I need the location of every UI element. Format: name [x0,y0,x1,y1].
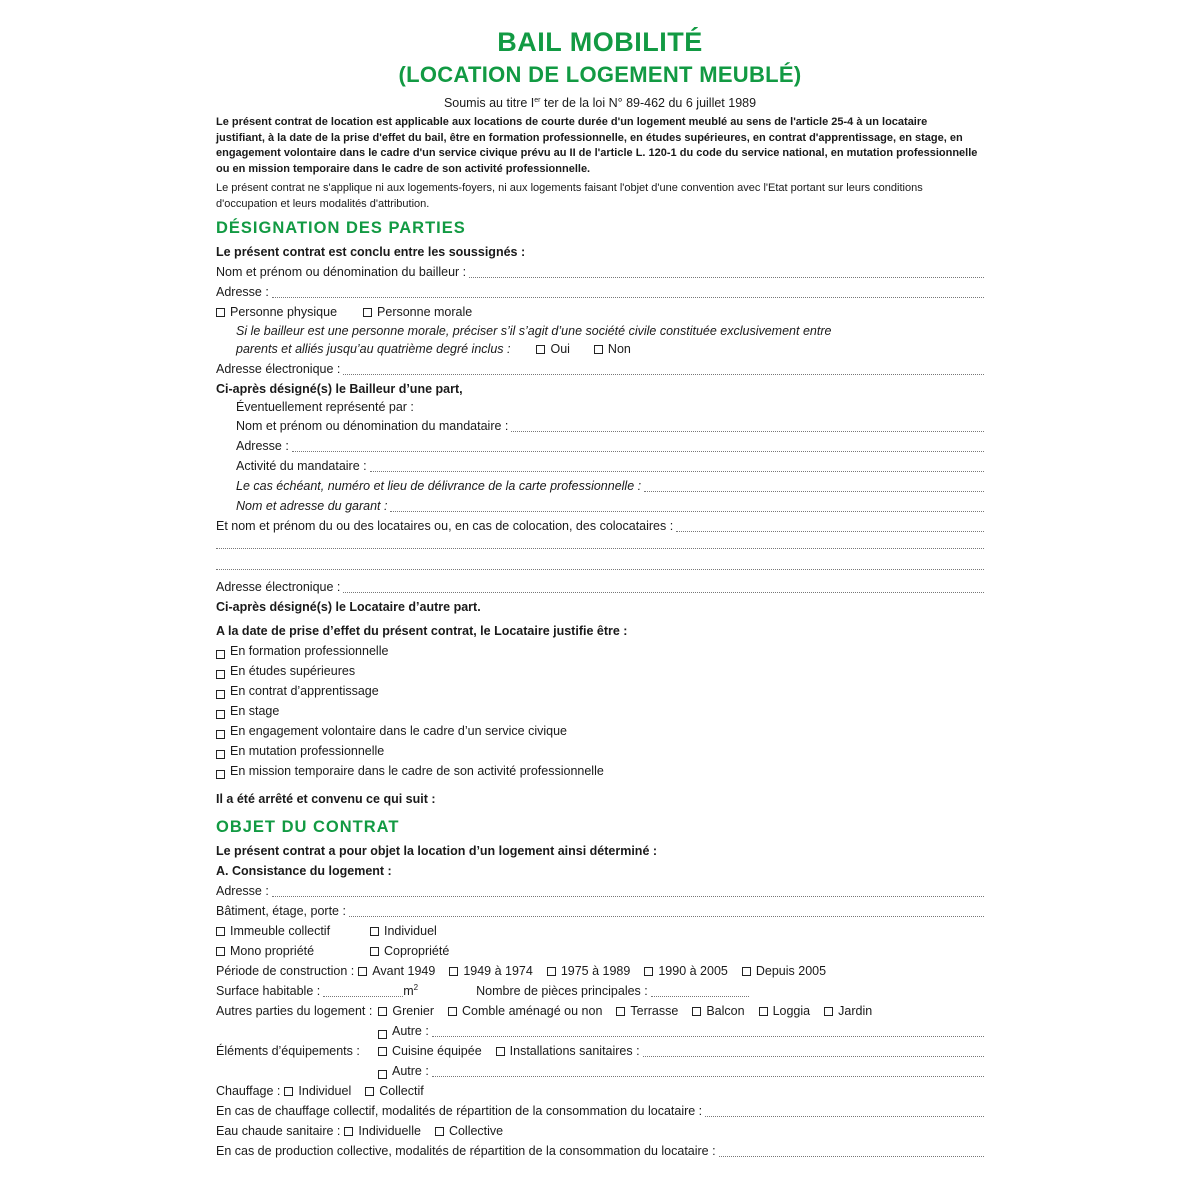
mandataire-name-line[interactable] [511,419,984,432]
option-cuisine[interactable]: Cuisine équipée [378,1044,482,1059]
mandataire-activity-line[interactable] [370,459,984,472]
bailleur-name-line[interactable] [469,265,984,278]
autres-parties-autre-line[interactable] [432,1024,984,1037]
objet-intro-label: Le présent contrat a pour objet la location d’un logement ainsi déterminé : [216,844,658,858]
garant-field[interactable]: Nom et adresse du garant : [236,494,984,514]
checkbox-icon[interactable] [216,947,225,956]
situation-item[interactable]: En mission temporaire dans le cadre de son activité professionnelle [216,759,984,779]
chauffage-modalites-line[interactable] [705,1104,984,1117]
logement-address-field[interactable]: Adresse : [216,879,984,899]
situation-item[interactable]: En études supérieures [216,659,984,679]
option-periode[interactable]: Depuis 2005 [742,964,826,979]
locataires-field[interactable]: Et nom et prénom du ou des locataires ou, en cas de colocation, des colocataires : [216,514,984,534]
checkbox-icon[interactable] [370,927,379,936]
checkbox-icon[interactable] [616,1007,625,1016]
section-heading-objet: OBJET DU CONTRAT [216,818,400,836]
option-immeuble-collectif[interactable]: Immeuble collectif [216,924,370,939]
checkbox-icon[interactable] [344,1127,353,1136]
locataire-email-line[interactable] [343,580,984,593]
checkbox-icon[interactable] [378,1007,387,1016]
equipements-autre-field[interactable]: Autre : [378,1059,984,1079]
locataires-extra-line-2[interactable] [216,569,984,570]
law-reference: Soumis au titre Ier ter de la loi N° 89-462 du 6 juillet 1989 [443,96,757,110]
option-periode[interactable]: 1949 à 1974 [449,964,533,979]
option-eau-individuelle[interactable]: Individuelle [344,1124,421,1139]
situation-item[interactable]: En mutation professionnelle [216,739,984,759]
surface-unit: $m^2$ [403,982,419,998]
autres-parties-autre-field[interactable]: Autre : [378,1019,984,1039]
morale-note-line-2: parents et alliés jusqu’au quatrième degré inclus : Oui Non [236,342,631,356]
checkbox-icon[interactable] [216,670,225,679]
checkbox-icon[interactable] [216,770,225,779]
production-modalites-field[interactable]: En cas de production collective, modalités de répartition de la consommation du locataire : [216,1139,984,1159]
locataires-line[interactable] [676,519,984,532]
situation-item[interactable]: En stage [216,699,984,719]
chauffage-modalites-field[interactable]: En cas de chauffage collectif, modalités de répartition de la consommation du locataire : [216,1099,984,1119]
checkbox-icon[interactable] [824,1007,833,1016]
situation-item[interactable]: En contrat d’apprentissage [216,679,984,699]
bailleur-address-field[interactable]: Adresse : [216,280,984,300]
checkbox-icon[interactable] [759,1007,768,1016]
option-periode[interactable]: 1990 à 2005 [644,964,728,979]
option-chauffage-collectif[interactable]: Collectif [365,1084,423,1099]
consistance-label: A. Consistance du logement : [216,864,392,878]
represente-label: Éventuellement représenté par : [236,400,414,414]
morale-note-line-1: Si le bailleur est une personne morale, préciser s’il s’agit d’une société civile constituée exclusivement entre [236,324,832,338]
mandataire-address-line[interactable] [292,439,984,452]
checkbox-icon[interactable] [378,1070,387,1079]
option-comble[interactable]: Comble aménagé ou non [448,1004,602,1019]
option-jardin[interactable]: Jardin [824,1004,872,1019]
autres-parties-row: Autres parties du logement : Grenier Comble aménagé ou non Terrasse Balcon Loggia Jardin [216,1004,873,1018]
option-copropriete[interactable]: Copropriété [370,944,449,959]
checkbox-icon[interactable] [216,927,225,936]
carte-pro-field[interactable]: Le cas échéant, numéro et lieu de délivrance de la carte professionnelle : [236,474,984,494]
option-personne-morale[interactable]: Personne morale [363,305,472,320]
option-mono-propriete[interactable]: Mono propriété [216,944,370,959]
option-personne-physique[interactable]: Personne physique [216,305,337,320]
logement-address-line[interactable] [272,884,984,897]
option-loggia[interactable]: Loggia [759,1004,811,1019]
option-sanitaires[interactable]: Installations sanitaires : [496,1044,640,1059]
option-individuel[interactable]: Individuel [370,924,437,939]
bailleur-email-field[interactable]: Adresse électronique : [216,357,984,377]
form-title: BAIL MOBILITÉ [497,27,703,57]
option-periode[interactable]: 1975 à 1989 [547,964,631,979]
checkbox-icon[interactable] [216,690,225,699]
intro-paragraph: Le présent contrat ne s'applique ni aux logements-foyers, ni aux logements faisant l'objet d'une convention avec l'Etat portant sur leurs conditions d'occupation et leurs modalités d'attribution. [216,182,923,210]
checkbox-icon[interactable] [378,1047,387,1056]
bailleur-designe-label: Ci-après désigné(s) le Bailleur d’une part, [216,382,463,396]
bailleur-type-row [216,300,984,320]
bailleur-name-field[interactable]: Nom et prénom ou dénomination du bailleur : [216,260,984,280]
mandataire-activity-field[interactable]: Activité du mandataire : [236,454,984,474]
checkbox-icon[interactable] [216,650,225,659]
chauffage-row: Chauffage : Individuel Collectif [216,1084,424,1098]
checkbox-icon[interactable] [216,308,225,317]
checkbox-icon[interactable] [216,750,225,759]
option-chauffage-individuel[interactable]: Individuel [284,1084,351,1099]
mandataire-address-field[interactable]: Adresse : [236,434,984,454]
form-subtitle: (LOCATION DE LOGEMENT MEUBLÉ) [398,62,802,87]
locataire-designe-label: Ci-après désigné(s) le Locataire d’autre part. [216,600,481,614]
checkbox-icon[interactable] [365,1087,374,1096]
bailleur-address-line[interactable] [272,285,984,298]
situation-item[interactable]: En engagement volontaire dans le cadre d’un service civique [216,719,984,739]
carte-pro-line[interactable] [644,479,984,492]
intro-bold-paragraph: Le présent contrat de location est applicable aux locations de courte durée d'un logement meublé au sens de l'article 25-4 à un locataire justifiant, à la date de la prise d'effet du bail, être en formation professionnelle, en études supérieures, en contrat d'apprentissage, en stage, en engagement volontaire dans le cadre d'un service civique prévu au II de l'article L. 120-1 du code du service national, en mutation professionnelle ou en mission temporaire dans le cadre de son activité professionnelle. [216,116,978,175]
immeuble-type-row [216,919,984,939]
option-oui[interactable]: Oui [536,342,569,357]
batiment-line[interactable] [349,904,984,917]
pieces-input-line[interactable] [651,984,749,997]
arrete-label: Il a été arrêté et convenu ce qui suit : [216,792,436,806]
conclu-label: Le présent contrat est conclu entre les soussignés : [216,245,526,259]
locataires-extra-line-1[interactable] [216,548,984,549]
option-grenier[interactable]: Grenier [378,1004,434,1019]
checkbox-icon[interactable] [692,1007,701,1016]
situation-item[interactable]: En formation professionnelle [216,639,984,659]
garant-line[interactable] [390,499,984,512]
option-terrasse[interactable]: Terrasse [616,1004,678,1019]
checkbox-icon[interactable] [363,308,372,317]
equipements-row: Éléments d’équipements : Cuisine équipée Installations sanitaires : [216,1039,984,1059]
checkbox-icon[interactable] [370,947,379,956]
batiment-field[interactable]: Bâtiment, étage, porte : [216,899,984,919]
checkbox-icon[interactable] [448,1007,457,1016]
checkbox-icon[interactable] [547,967,556,976]
eau-chaude-row: Eau chaude sanitaire : Individuelle Collective [216,1124,504,1138]
checkbox-icon[interactable] [435,1127,444,1136]
production-modalites-line[interactable] [719,1144,984,1157]
equipements-autre-line[interactable] [432,1064,984,1077]
section-heading-parties: DÉSIGNATION DES PARTIES [216,219,466,237]
surface-row: Surface habitable : $m^2$ Nombre de pièces principales : [216,979,984,999]
checkbox-icon[interactable] [358,967,367,976]
mandataire-name-field[interactable]: Nom et prénom ou dénomination du mandataire : [236,414,984,434]
option-eau-collective[interactable]: Collective [435,1124,503,1139]
checkbox-icon[interactable] [449,967,458,976]
surface-input-line[interactable] [323,984,403,997]
periode-row: Période de construction : Avant 1949 1949 à 1974 1975 à 1989 1990 à 2005 Depuis 2005 [216,964,827,978]
checkbox-icon[interactable] [284,1087,293,1096]
checkbox-icon[interactable] [378,1030,387,1039]
option-non[interactable]: Non [594,342,631,357]
option-periode[interactable]: Avant 1949 [358,964,435,979]
justifie-label: A la date de prise d’effet du présent contrat, le Locataire justifie être : [216,624,628,638]
checkbox-icon[interactable] [216,730,225,739]
propriete-type-row [216,939,984,959]
checkbox-icon[interactable] [536,345,545,354]
checkbox-icon[interactable] [216,710,225,719]
checkbox-icon[interactable] [594,345,603,354]
checkbox-icon[interactable] [742,967,751,976]
bailleur-email-line[interactable] [343,362,984,375]
sanitaires-line[interactable] [643,1044,984,1057]
checkbox-icon[interactable] [644,967,653,976]
locataire-email-field[interactable]: Adresse électronique : [216,575,984,595]
checkbox-icon[interactable] [496,1047,505,1056]
option-balcon[interactable]: Balcon [692,1004,744,1019]
